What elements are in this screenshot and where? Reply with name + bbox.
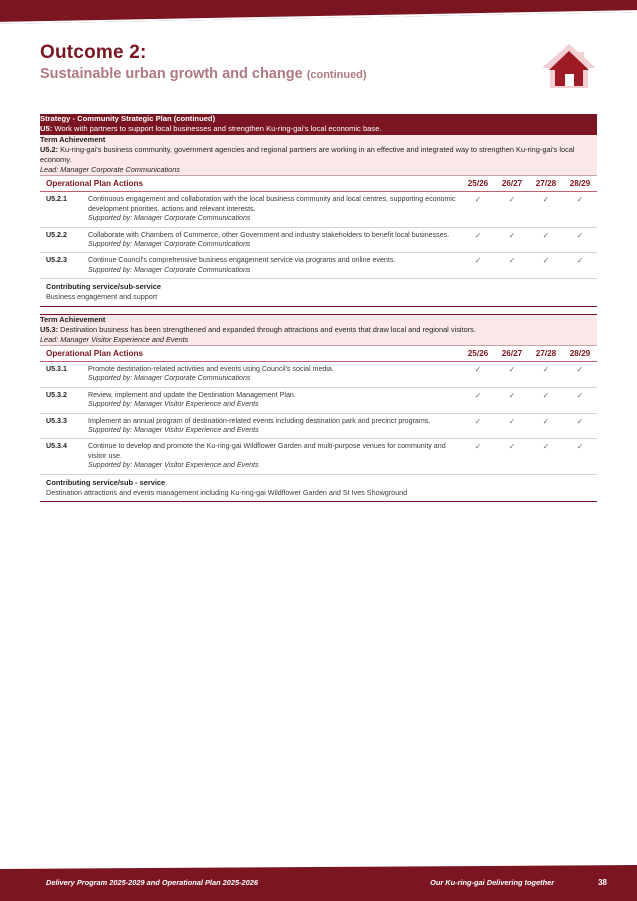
action-description: Review, implement and update the Destination Management Plan. Supported by: Manager Visitor Experience and Events [88,387,461,413]
term-achievement-lead: Lead: Manager Corporate Communications [40,165,180,175]
action-year-28-29-check: ✓ [563,439,597,474]
column-header-year-26-27: 26/27 [495,176,529,192]
action-lead: Supported by: Manager Visitor Experience and Events [88,426,259,435]
strategy-statement: U5: Work with partners to support local businesses and strengthen Ku-ring-gai's local economic base. [40,124,382,133]
action-year-28-29-check: ✓ [563,362,597,388]
table-row [40,439,597,474]
column-header-year-25-26: 25/26 [461,176,495,192]
term-achievement-label: Term Achievement [40,135,106,144]
page-title: Outcome 2: [40,42,147,63]
term-achievement-text: U5.2: Ku-ring-gai's business community, government agencies and regional partners are working in an effective and integrated way to strengthen Ku-ring-gai's local economy. [40,145,575,165]
action-code: U5.3.1 [40,362,88,388]
action-year-25-26-check: ✓ [461,413,495,439]
action-description: Continue to develop and promote the Ku-ring-gai Wildflower Garden and multi-purpose venues for community and visitor use. Supported by: Manager Visitor Experience and Events [88,439,461,474]
column-header-year-28-29: 28/29 [563,346,597,362]
action-description: Collaborate with Chambers of Commerce, other Government and industry stakeholders to benefit local businesses. Supported by: Manager Corporate Communications [88,227,461,253]
contributing-service-row [40,474,597,502]
column-header-actions: Operational Plan Actions [40,176,461,192]
table-row [40,192,597,227]
action-year-25-26-check: ✓ [461,362,495,388]
contributing-service-text: Destination attractions and events management including Ku-ring-gai Wildflower Garden and St Ives Showground [46,487,408,497]
action-year-28-29-check: ✓ [563,192,597,227]
action-year-27-28-check: ✓ [529,253,563,279]
action-year-28-29-check: ✓ [563,253,597,279]
term-achievement-0 [40,135,597,176]
action-description: Implement an annual program of destination-related events including destination park and precinct programs. Supported by: Manager Visitor Experience and Events [88,413,461,439]
column-header-actions: Operational Plan Actions [40,346,461,362]
contributing-service-title: Contributing service/sub - service [46,477,166,487]
column-header-year-25-26: 25/26 [461,346,495,362]
block-spacer [40,306,597,314]
term-achievement-lead: Lead: Manager Visitor Experience and Events [40,335,189,345]
action-lead: Supported by: Manager Corporate Communications [88,240,251,249]
contributing-service [40,279,597,307]
action-lead: Supported by: Manager Visitor Experience and Events [88,461,259,470]
strategy-header [40,114,597,135]
action-year-26-27-check: ✓ [495,192,529,227]
column-header-year-28-29: 28/29 [563,176,597,192]
action-year-25-26-check: ✓ [461,192,495,227]
table-row [40,413,597,439]
action-year-26-27-check: ✓ [495,227,529,253]
operational-plan-table [40,113,597,502]
action-lead: Supported by: Manager Corporate Communications [88,214,251,223]
page-subtitle-continued: (continued) [306,69,367,81]
action-description: Continue Council's comprehensive business engagement service via programs and online events. Supported by: Manager Corporate Communications [88,253,461,279]
action-year-27-28-check: ✓ [529,439,563,474]
action-lead: Supported by: Manager Corporate Communications [88,374,251,383]
top-banner [0,0,637,30]
action-year-25-26-check: ✓ [461,439,495,474]
action-year-27-28-check: ✓ [529,362,563,388]
action-description: Promote destination-related activities and events using Council's social media. Supported by: Manager Corporate Communications [88,362,461,388]
action-description: Continuous engagement and collaboration with the local business community and local centres, supporting economic development priorities, actions and relevant interests. Supported by: Manager Corporate Communications [88,192,461,227]
action-year-26-27-check: ✓ [495,253,529,279]
column-header-year-26-27: 26/27 [495,346,529,362]
page-footer [0,855,637,901]
page-subtitle-text: Sustainable urban growth and change [40,66,303,82]
action-year-26-27-check: ✓ [495,439,529,474]
action-year-25-26-check: ✓ [461,227,495,253]
action-year-27-28-check: ✓ [529,192,563,227]
action-year-28-29-check: ✓ [563,413,597,439]
action-year-28-29-check: ✓ [563,387,597,413]
footer-page-number: 38 [598,878,607,887]
column-header-year-27-28: 27/28 [529,346,563,362]
action-year-26-27-check: ✓ [495,362,529,388]
house-icon [540,42,598,90]
table-row [40,253,597,279]
table-row [40,227,597,253]
strategy-label: Strategy - Community Strategic Plan (continued) [40,114,216,123]
action-year-28-29-check: ✓ [563,227,597,253]
table-row [40,362,597,388]
contributing-service-title: Contributing service/sub-service [46,282,161,292]
action-year-25-26-check: ✓ [461,253,495,279]
term-achievement-text: U5.3: Destination business has been strengthened and expanded through attractions and events that draw local and regional visitors. [40,324,476,334]
action-year-26-27-check: ✓ [495,413,529,439]
action-year-27-28-check: ✓ [529,387,563,413]
term-achievement-label: Term Achievement [40,314,106,324]
page-heading [40,42,470,84]
footer-document-title: Delivery Program 2025-2029 and Operational Plan 2025-2026 [46,878,258,887]
column-header-year-27-28: 27/28 [529,176,563,192]
action-code: U5.2.3 [40,253,88,279]
action-lead: Supported by: Manager Corporate Communications [88,265,251,274]
action-code: U5.3.2 [40,387,88,413]
action-lead: Supported by: Manager Visitor Experience and Events [88,400,259,409]
action-year-25-26-check: ✓ [461,387,495,413]
term-achievement-row [40,314,597,345]
page-subtitle [40,65,470,84]
column-header-row [40,346,597,362]
action-code: U5.3.3 [40,413,88,439]
term-achievement-1 [40,314,597,345]
footer-tagline: Our Ku-ring-gai Delivering together [430,878,555,887]
action-year-27-28-check: ✓ [529,413,563,439]
action-year-26-27-check: ✓ [495,387,529,413]
strategy-header-row [40,114,597,135]
contributing-service-row [40,279,597,307]
column-header-row [40,176,597,192]
action-year-27-28-check: ✓ [529,227,563,253]
action-code: U5.2.2 [40,227,88,253]
action-code: U5.2.1 [40,192,88,227]
table-row [40,387,597,413]
contributing-service-text: Business engagement and support [46,292,158,302]
term-achievement-row [40,135,597,176]
contributing-service [40,474,597,502]
action-code: U5.3.4 [40,439,88,474]
